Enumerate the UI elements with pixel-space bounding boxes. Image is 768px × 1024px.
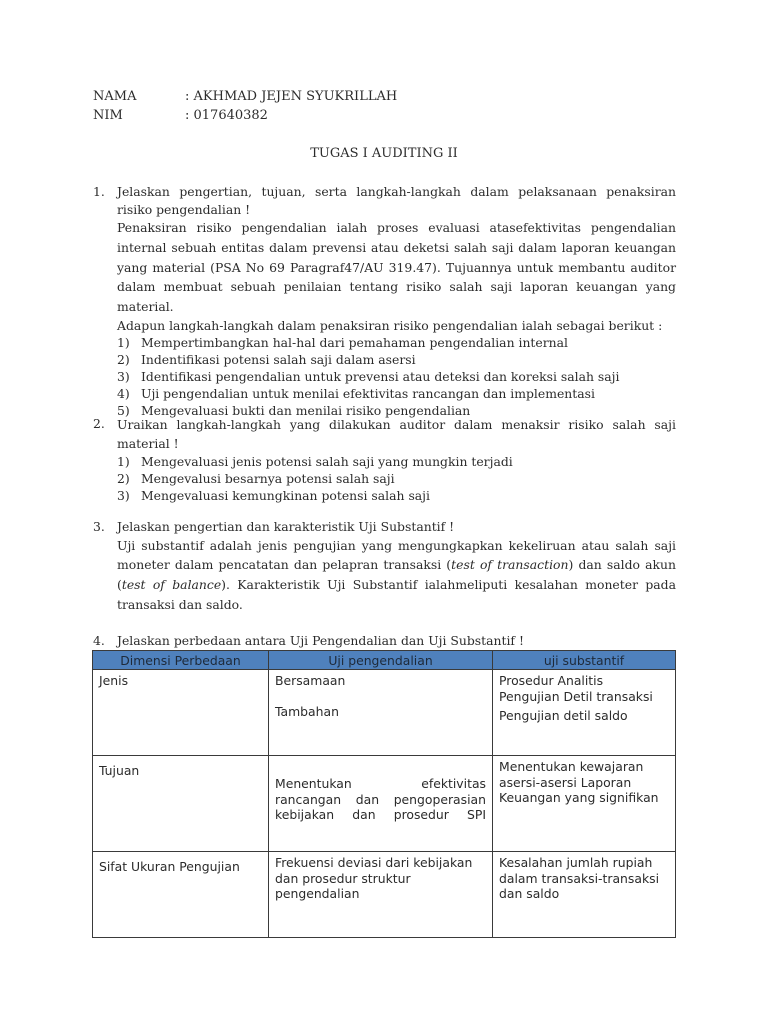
list-item: 5) Mengevaluasi bukti dan menilai risiko pengendalian — [117, 403, 471, 419]
table-cell: Prosedur Analitis Pengujian Detil transaksi Pengujian detil saldo — [493, 670, 676, 756]
table-cell: Bersamaan Tambahan — [269, 670, 493, 756]
question-number: 1. — [93, 184, 105, 199]
nama-value: : AKHMAD JEJEN SYUKRILLAH — [185, 89, 398, 104]
list-item: 2) Indentifikasi potensi salah saji dalam asersi — [117, 352, 416, 368]
table-cell: Frekuensi deviasi dari kebijakan dan prosedur struktur pengendalian — [269, 852, 493, 938]
table-cell: Menentukan kewajaran asersi-asersi Laporan Keuangan yang signifikan — [493, 756, 676, 852]
table-row — [93, 670, 676, 756]
question-text: Jelaskan pengertian dan karakteristik Uji Substantif ! — [117, 519, 455, 534]
question-number: 4. — [93, 633, 105, 648]
question-number: 2. — [93, 416, 105, 431]
column-header: uji substantif — [493, 651, 676, 670]
table-row — [93, 756, 676, 852]
question-text: Jelaskan pengertian, tujuan, serta langkah-langkah dalam pelaksanaan penaksiran risiko pengendalian ! — [117, 184, 676, 217]
question-number: 3. — [93, 519, 105, 534]
page-title: TUGAS I AUDITING II — [310, 146, 458, 161]
table-cell: Menentukan efektivitas rancangan dan pengoperasian kebijakan dan prosedur SPI — [269, 756, 493, 852]
question-text: Jelaskan perbedaan antara Uji Pengendalian dan Uji Substantif ! — [117, 633, 524, 648]
list-item: 2) Mengevalusi besarnya potensi salah saji — [117, 471, 395, 486]
steps-intro: Adapun langkah-langkah dalam penaksiran risiko pengendalian ialah sebagai berikut : — [117, 317, 663, 333]
answer-text: Uji substantif adalah jenis pengujian yang mengungkapkan kekeliruan atau salah saji moneter dalam pencatatan dan pelapran transaksi (test of transaction) dan saldo akun (test of balance). Karakteristik Uji Substantif ialahmeliputi kesalahan moneter pada transaksi dan saldo. — [117, 537, 677, 612]
column-header: Uji pengendalian — [269, 651, 493, 670]
table-row — [93, 852, 676, 938]
list-item: 3) Mengevaluasi kemungkinan potensi salah saji — [117, 488, 430, 503]
list-item: 1) Mengevaluasi jenis potensi salah saji yang mungkin terjadi — [117, 454, 513, 469]
nama-label: NAMA — [93, 89, 137, 104]
table-cell: Tujuan — [93, 756, 269, 852]
table-header-row — [93, 651, 676, 670]
table-cell: Jenis — [93, 670, 269, 756]
nim-label: NIM — [93, 108, 123, 123]
question-text: Uraikan langkah-langkah yang dilakukan auditor dalam menaksir risiko salah saji material ! — [117, 417, 676, 451]
steps-list — [117, 334, 676, 419]
steps-list — [117, 453, 676, 504]
table-cell: Kesalahan jumlah rupiah dalam transaksi-transaksi dan saldo — [493, 852, 676, 938]
nim-value: : 017640382 — [185, 108, 268, 123]
comparison-table — [92, 650, 676, 938]
table-cell: Sifat Ukuran Pengujian — [93, 852, 269, 938]
list-item: 3) Identifikasi pengendalian untuk prevensi atau deteksi dan koreksi salah saji — [117, 369, 620, 385]
list-item: 4) Uji pengendalian untuk menilai efektivitas rancangan dan implementasi — [117, 386, 595, 402]
column-header: Dimensi Perbedaan — [93, 651, 269, 670]
list-item: 1) Mempertimbangkan hal-hal dari pemahaman pengendalian internal — [117, 335, 568, 351]
answer-text: Penaksiran risiko pengendalian ialah proses evaluasi atasefektivitas pengendalian internal sebuah entitas dalam prevensi atau deketsi salah saji dalam laporan keuangan yang material (PSA No 69 Paragraf47/AU 319.47). Tujuannya untuk membantu auditor dalam membuat sebuah penilaian tentang risiko salah saji laporan keuangan yang material. — [117, 220, 676, 315]
